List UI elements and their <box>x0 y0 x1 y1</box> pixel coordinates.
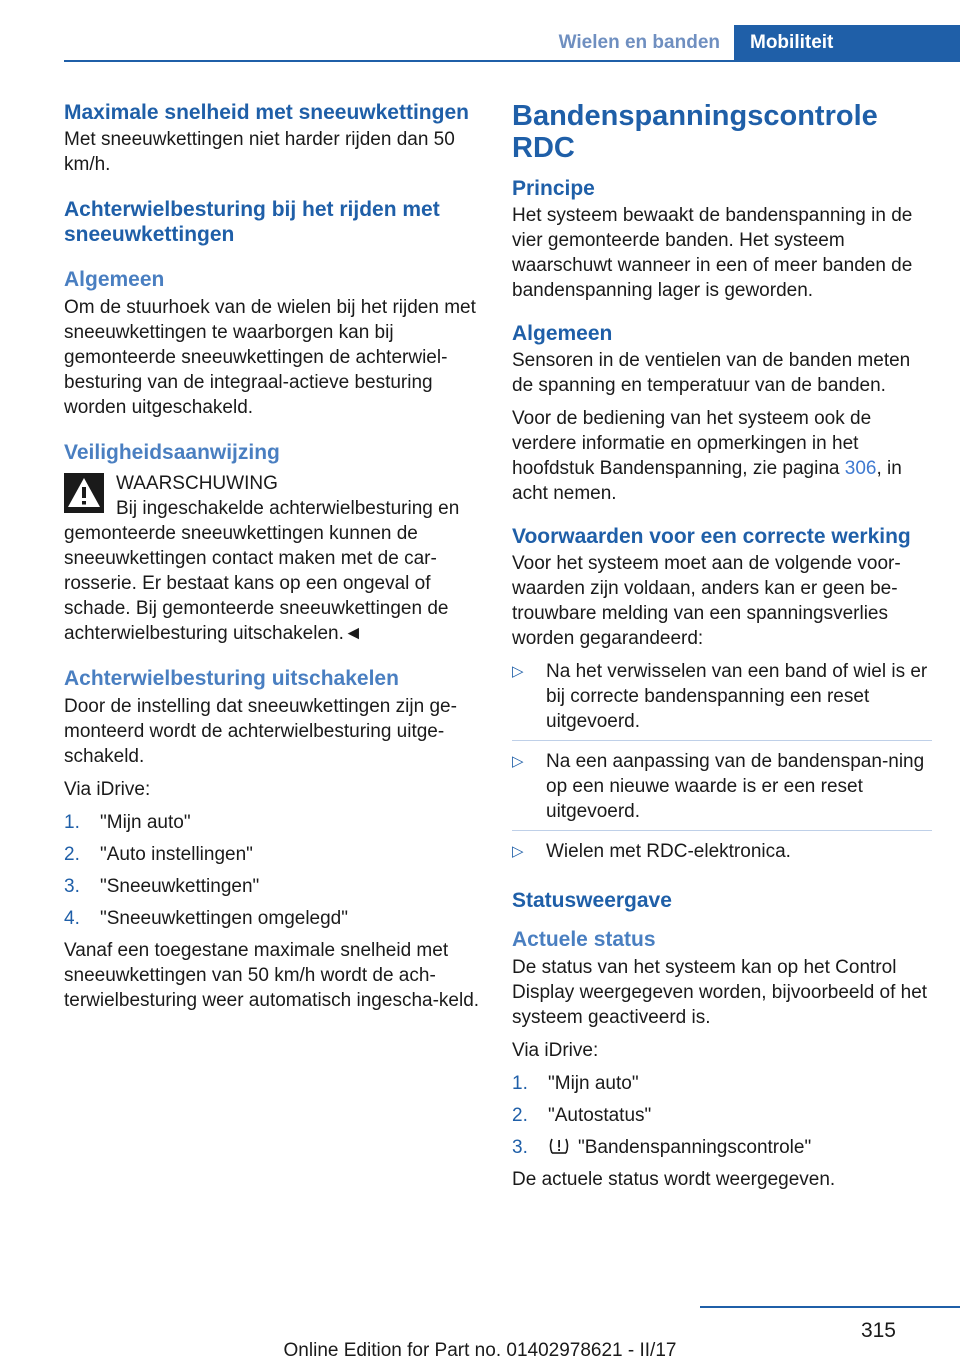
heading-general-left: Algemeen <box>64 268 165 291</box>
heading-status: Statusweergave <box>512 889 672 912</box>
heading-disable: Achterwielbesturing uitschakelen <box>64 667 399 690</box>
paragraph-general-2: Voor de bediening van het systeem ook de verdere informatie en opmerkingen in het hoofdstuk Bandenspanning, zie pagina 306, in acht nemen. <box>512 408 902 504</box>
paragraph-actual-status: De status van het systeem kan op het Control Display weergegeven worden, bijvoorbeeld of het systeem geactiveerd is. <box>512 957 928 1028</box>
heading-principle: Principe <box>512 177 595 200</box>
warning-triangle-icon <box>64 473 104 513</box>
list-item: 2. "Autostatus" <box>512 1105 652 1126</box>
conditions-list <box>512 659 932 870</box>
left-column <box>64 100 484 1021</box>
list-item: 1. "Mijn auto" <box>64 812 191 833</box>
triangle-bullet-icon: ▷ <box>512 663 524 680</box>
steps-list-right <box>512 1071 932 1160</box>
warning-body: Bij ingeschakelde achterwielbesturing en gemonteerde sneeuwkettingen kunnen de sneeuwkettingen contact maken met de car-rosserie. Er bestaat kans op een ongeval of schade. Bij gemonteerde sneeuwkettingen de achterwielbesturing uitschakelen.◄ <box>64 498 460 644</box>
heading-conditions: Voorwaarden voor een correcte werking <box>512 525 911 548</box>
footer-rule <box>700 1306 960 1308</box>
tire-pressure-icon <box>548 1137 570 1155</box>
paragraph-general-left: Om de stuurhoek van de wielen bij het rijden met sneeuwkettingen te waarborgen kan bij gemonteerde sneeuwkettingen de achterwiel-besturing van de integraal-actieve besturing worden uitgeschakeld. <box>64 297 476 418</box>
right-column <box>512 100 932 1200</box>
triangle-bullet-icon: ▷ <box>512 753 524 770</box>
steps-list-left <box>64 810 484 931</box>
paragraph-end: De actuele status wordt weergegeven. <box>512 1169 836 1190</box>
list-item: ▷ Na een aanpassing van de bandenspan-ning op een nieuwe waarde is er een reset uitgevoerd. <box>512 749 932 831</box>
list-item: ▷ Wielen met RDC-elektronica. <box>512 841 791 862</box>
list-item: 4. "Sneeuwkettingen omgelegd" <box>64 908 348 929</box>
paragraph-general-1: Sensoren in de ventielen van de banden meten de spanning en temperatuur van de banden. <box>512 350 911 396</box>
list-item: 3. "Bandenspanningscontrole" <box>512 1137 812 1158</box>
via-idrive-left: Via iDrive: <box>64 779 151 800</box>
heading-safety: Veiligheidsaanwijzing <box>64 441 280 464</box>
heading-general-right: Algemeen <box>512 322 613 345</box>
page-number: 315 <box>860 1319 896 1342</box>
list-item: 2. "Auto instellingen" <box>64 844 253 865</box>
heading-max-speed: Maximale snelheid met sneeuwkettingen <box>64 101 469 124</box>
list-item: ▷ Na het verwisselen van een band of wiel is er bij correcte bandenspanning een reset uitgevoerd. <box>512 659 932 741</box>
via-idrive-right: Via iDrive: <box>512 1040 599 1061</box>
list-item: 1. "Mijn auto" <box>512 1073 639 1094</box>
paragraph-disable: Door de instelling dat sneeuwkettingen zijn ge-monteerd wordt de achterwielbesturing uitge-schakeld. <box>64 696 457 767</box>
paragraph-after-steps: Vanaf een toegestane maximale snelheid met sneeuwkettingen van 50 km/h wordt de ach-terwielbesturing weer automatisch ingescha-keld. <box>64 940 480 1011</box>
triangle-bullet-icon: ▷ <box>512 843 524 860</box>
warning-title: WAARSCHUWING <box>116 473 278 494</box>
edition-footer: Online Edition for Part no. 01402978621 - II/17 <box>283 1340 677 1361</box>
paragraph-conditions: Voor het systeem moet aan de volgende voor-waarden zijn voldaan, anders kan er geen be-trouwbare melding van een spanningsverlies worden gegarandeerd: <box>512 553 901 649</box>
page-link[interactable]: 306 <box>844 458 877 479</box>
tab-chapter[interactable]: Mobiliteit <box>734 25 960 61</box>
warning-block <box>64 471 484 646</box>
paragraph-principle: Het systeem bewaakt de bandenspanning in de vier gemonteerde banden. Het systeem waarschuwt wanneer in een of meer banden de bandenspanning lager is geworden. <box>512 205 913 301</box>
paragraph-max-speed: Met sneeuwkettingen niet harder rijden dan 50 km/h. <box>64 129 455 175</box>
list-item: 3. "Sneeuwkettingen" <box>64 876 260 897</box>
heading-rear-steering: Achterwielbesturing bij het rijden met sneeuwkettingen <box>64 198 440 246</box>
heading-rdc: Bandenspanningscontrole RDC <box>512 100 878 164</box>
heading-actual-status: Actuele status <box>512 928 656 951</box>
tab-section[interactable]: Wielen en banden <box>558 32 720 53</box>
